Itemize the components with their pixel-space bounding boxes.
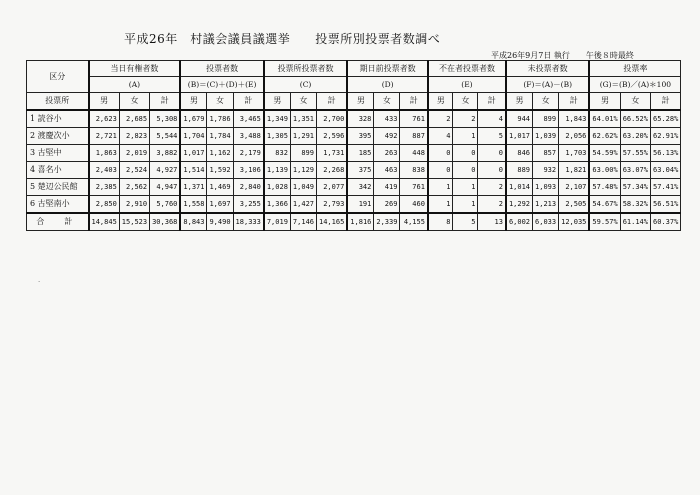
data-cell: 2,179 xyxy=(233,145,264,162)
data-cell: 61.14% xyxy=(620,213,650,231)
col-header-female: 女 xyxy=(207,93,233,111)
data-cell: 1,863 xyxy=(89,145,120,162)
data-cell: 5 xyxy=(453,213,478,231)
data-cell: 6,002 xyxy=(506,213,533,231)
data-cell: 2 xyxy=(478,179,506,196)
table-row xyxy=(27,110,681,128)
group-header-absentee-voters: 不在者投票者数 xyxy=(428,61,506,77)
data-cell: 6,033 xyxy=(533,213,559,231)
data-cell: 14,165 xyxy=(317,213,348,231)
data-cell: 5,308 xyxy=(150,110,181,128)
data-cell: 62.91% xyxy=(651,128,681,145)
data-cell: 269 xyxy=(374,196,400,214)
data-cell: 57.41% xyxy=(651,179,681,196)
table-row xyxy=(27,162,681,179)
data-cell: 185 xyxy=(347,145,374,162)
data-cell: 1,213 xyxy=(533,196,559,214)
place-header: 投票所 xyxy=(27,93,89,111)
data-cell: 1,366 xyxy=(264,196,291,214)
total-label: 合 計 xyxy=(27,213,89,231)
data-cell: 65.28% xyxy=(651,110,681,128)
data-cell: 57.55% xyxy=(620,145,650,162)
data-cell: 492 xyxy=(374,128,400,145)
data-cell: 56.13% xyxy=(651,145,681,162)
data-cell: 1 xyxy=(453,179,478,196)
group-sub-eligible: (A) xyxy=(89,77,181,93)
data-cell: 1,469 xyxy=(207,179,233,196)
data-cell: 2,850 xyxy=(89,196,120,214)
col-header-male: 男 xyxy=(180,93,207,111)
data-cell: 1,351 xyxy=(290,110,316,128)
data-cell: 463 xyxy=(374,162,400,179)
data-cell: 2,910 xyxy=(119,196,149,214)
group-header-polling-voters: 投票所投票者数 xyxy=(264,61,347,77)
polling-place-name: 6 古堅南小 xyxy=(27,196,89,214)
data-cell: 1,049 xyxy=(290,179,316,196)
polling-place-name: 2 渡慶次小 xyxy=(27,128,89,145)
election-date-line: 平成26年9月7日 執行 午後８時最終 xyxy=(491,51,634,60)
data-cell: 832 xyxy=(264,145,291,162)
data-cell: 8,843 xyxy=(180,213,207,231)
data-cell: 1,731 xyxy=(317,145,348,162)
data-cell: 1,843 xyxy=(559,110,590,128)
col-header-female: 女 xyxy=(119,93,149,111)
data-cell: 18,333 xyxy=(233,213,264,231)
data-cell: 57.34% xyxy=(620,179,650,196)
data-cell: 1 xyxy=(453,128,478,145)
data-cell: 7,146 xyxy=(290,213,316,231)
col-header-female: 女 xyxy=(453,93,478,111)
data-cell: 1,017 xyxy=(506,128,533,145)
data-cell: 2,793 xyxy=(317,196,348,214)
data-cell: 5 xyxy=(478,128,506,145)
data-cell: 2 xyxy=(478,196,506,214)
data-cell: 0 xyxy=(478,145,506,162)
data-cell: 1 xyxy=(428,179,453,196)
data-cell: 63.07% xyxy=(620,162,650,179)
data-cell: 1,039 xyxy=(533,128,559,145)
data-cell: 419 xyxy=(374,179,400,196)
group-header-eligible: 当日有権者数 xyxy=(89,61,181,77)
polling-place-name: 3 古堅中 xyxy=(27,145,89,162)
data-cell: 433 xyxy=(374,110,400,128)
total-row xyxy=(27,213,681,231)
data-cell: 4 xyxy=(428,128,453,145)
col-header-male: 男 xyxy=(89,93,120,111)
data-cell: 12,035 xyxy=(559,213,590,231)
data-cell: 460 xyxy=(400,196,428,214)
col-header-total: 計 xyxy=(400,93,428,111)
data-cell: 3,882 xyxy=(150,145,181,162)
data-cell: 1,371 xyxy=(180,179,207,196)
data-cell: 1,014 xyxy=(506,179,533,196)
data-cell: 1,028 xyxy=(264,179,291,196)
table-row xyxy=(27,179,681,196)
data-cell: 2,107 xyxy=(559,179,590,196)
data-cell: 2,077 xyxy=(317,179,348,196)
data-cell: 0 xyxy=(453,162,478,179)
data-cell: 2,268 xyxy=(317,162,348,179)
data-cell: 54.67% xyxy=(589,196,620,214)
data-cell: 2,823 xyxy=(119,128,149,145)
data-cell: 3,488 xyxy=(233,128,264,145)
data-cell: 59.57% xyxy=(589,213,620,231)
data-cell: 1,592 xyxy=(207,162,233,179)
data-cell: 1,703 xyxy=(559,145,590,162)
data-cell: 64.01% xyxy=(589,110,620,128)
data-cell: 1,291 xyxy=(290,128,316,145)
data-cell: 1,704 xyxy=(180,128,207,145)
data-cell: 1,816 xyxy=(347,213,374,231)
group-header-voters: 投票者数 xyxy=(180,61,263,77)
data-cell: 1,558 xyxy=(180,196,207,214)
data-cell: 761 xyxy=(400,179,428,196)
col-header-female: 女 xyxy=(290,93,316,111)
data-cell: 1,427 xyxy=(290,196,316,214)
data-cell: 58.32% xyxy=(620,196,650,214)
data-cell: 191 xyxy=(347,196,374,214)
data-cell: 30,368 xyxy=(150,213,181,231)
data-cell: 2,056 xyxy=(559,128,590,145)
data-cell: 2,339 xyxy=(374,213,400,231)
data-cell: 13 xyxy=(478,213,506,231)
data-cell: 1,697 xyxy=(207,196,233,214)
data-cell: 838 xyxy=(400,162,428,179)
data-cell: 2,685 xyxy=(119,110,149,128)
data-cell: 4 xyxy=(478,110,506,128)
kubun-header: 区分 xyxy=(27,61,89,93)
data-cell: 4,927 xyxy=(150,162,181,179)
data-cell: 1 xyxy=(428,196,453,214)
data-cell: 857 xyxy=(533,145,559,162)
data-cell: 0 xyxy=(428,162,453,179)
data-cell: 2,403 xyxy=(89,162,120,179)
data-cell: 2,505 xyxy=(559,196,590,214)
data-cell: 0 xyxy=(478,162,506,179)
data-cell: 1,139 xyxy=(264,162,291,179)
group-sub-voters: (B)＝(C)＋(D)＋(E) xyxy=(180,77,263,93)
data-cell: 1,162 xyxy=(207,145,233,162)
col-header-total: 計 xyxy=(233,93,264,111)
group-sub-non-voters: (F)＝(A)－(B) xyxy=(506,77,589,93)
data-cell: 263 xyxy=(374,145,400,162)
data-cell: 1,292 xyxy=(506,196,533,214)
data-cell: 2,721 xyxy=(89,128,120,145)
data-cell: 846 xyxy=(506,145,533,162)
data-cell: 8 xyxy=(428,213,453,231)
data-cell: 899 xyxy=(290,145,316,162)
data-cell: 56.51% xyxy=(651,196,681,214)
group-header-turnout: 投票率 xyxy=(589,61,680,77)
data-cell: 1,017 xyxy=(180,145,207,162)
data-cell: 0 xyxy=(428,145,453,162)
data-cell: 15,523 xyxy=(119,213,149,231)
data-cell: 2 xyxy=(453,110,478,128)
data-cell: 5,760 xyxy=(150,196,181,214)
col-header-total: 計 xyxy=(317,93,348,111)
data-cell: 1,821 xyxy=(559,162,590,179)
col-header-total: 計 xyxy=(150,93,181,111)
data-cell: 1 xyxy=(453,196,478,214)
polling-place-name: 5 楚辺公民館 xyxy=(27,179,89,196)
group-sub-turnout: (G)＝(B)／(A)＊100 xyxy=(589,77,680,93)
data-cell: 62.62% xyxy=(589,128,620,145)
data-cell: 66.52% xyxy=(620,110,650,128)
data-cell: 2,700 xyxy=(317,110,348,128)
col-header-total: 計 xyxy=(559,93,590,111)
data-cell: 2,019 xyxy=(119,145,149,162)
data-cell: 448 xyxy=(400,145,428,162)
data-cell: 889 xyxy=(506,162,533,179)
turnout-table xyxy=(26,60,681,231)
data-cell: 1,784 xyxy=(207,128,233,145)
col-header-male: 男 xyxy=(264,93,291,111)
data-cell: 2,524 xyxy=(119,162,149,179)
data-cell: 932 xyxy=(533,162,559,179)
col-header-male: 男 xyxy=(347,93,374,111)
data-cell: 14,845 xyxy=(89,213,120,231)
data-cell: 2,623 xyxy=(89,110,120,128)
data-cell: 944 xyxy=(506,110,533,128)
group-header-non-voters: 未投票者数 xyxy=(506,61,589,77)
table-row xyxy=(27,196,681,214)
data-cell: 899 xyxy=(533,110,559,128)
data-cell: 1,679 xyxy=(180,110,207,128)
table-row xyxy=(27,145,681,162)
table-row xyxy=(27,128,681,145)
group-sub-absentee-voters: (E) xyxy=(428,77,506,93)
data-cell: 1,093 xyxy=(533,179,559,196)
data-cell: 3,465 xyxy=(233,110,264,128)
data-cell: 1,786 xyxy=(207,110,233,128)
data-cell: 761 xyxy=(400,110,428,128)
group-sub-polling-voters: (C) xyxy=(264,77,347,93)
data-cell: 3,255 xyxy=(233,196,264,214)
data-cell: 9,490 xyxy=(207,213,233,231)
data-cell: 2,840 xyxy=(233,179,264,196)
data-cell: 54.59% xyxy=(589,145,620,162)
data-cell: 63.04% xyxy=(651,162,681,179)
data-cell: 2,562 xyxy=(119,179,149,196)
data-cell: 63.00% xyxy=(589,162,620,179)
data-cell: 328 xyxy=(347,110,374,128)
col-header-total: 計 xyxy=(651,93,681,111)
col-header-female: 女 xyxy=(533,93,559,111)
data-cell: 1,349 xyxy=(264,110,291,128)
page-title: 平成26年 村議会議員議選挙 投票所別投票者数調べ xyxy=(124,32,441,46)
data-cell: 3,106 xyxy=(233,162,264,179)
data-cell: 375 xyxy=(347,162,374,179)
data-cell: 342 xyxy=(347,179,374,196)
polling-place-name: 1 読谷小 xyxy=(27,110,89,128)
data-cell: 1,514 xyxy=(180,162,207,179)
data-cell: 7,019 xyxy=(264,213,291,231)
group-header-early-voters: 期日前投票者数 xyxy=(347,61,428,77)
data-cell: 2,385 xyxy=(89,179,120,196)
data-cell: 63.20% xyxy=(620,128,650,145)
data-cell: 2 xyxy=(428,110,453,128)
data-cell: 5,544 xyxy=(150,128,181,145)
data-cell: 60.37% xyxy=(651,213,681,231)
polling-place-name: 4 喜名小 xyxy=(27,162,89,179)
col-header-male: 男 xyxy=(428,93,453,111)
data-cell: 887 xyxy=(400,128,428,145)
col-header-male: 男 xyxy=(589,93,620,111)
data-cell: 1,305 xyxy=(264,128,291,145)
data-cell: 57.48% xyxy=(589,179,620,196)
data-cell: 2,596 xyxy=(317,128,348,145)
col-header-male: 男 xyxy=(506,93,533,111)
col-header-female: 女 xyxy=(374,93,400,111)
data-cell: 4,155 xyxy=(400,213,428,231)
col-header-female: 女 xyxy=(620,93,650,111)
data-cell: 0 xyxy=(453,145,478,162)
data-cell: 395 xyxy=(347,128,374,145)
scan-speck: · xyxy=(38,278,41,286)
data-cell: 4,947 xyxy=(150,179,181,196)
group-sub-early-voters: (D) xyxy=(347,77,428,93)
col-header-total: 計 xyxy=(478,93,506,111)
data-cell: 1,129 xyxy=(290,162,316,179)
